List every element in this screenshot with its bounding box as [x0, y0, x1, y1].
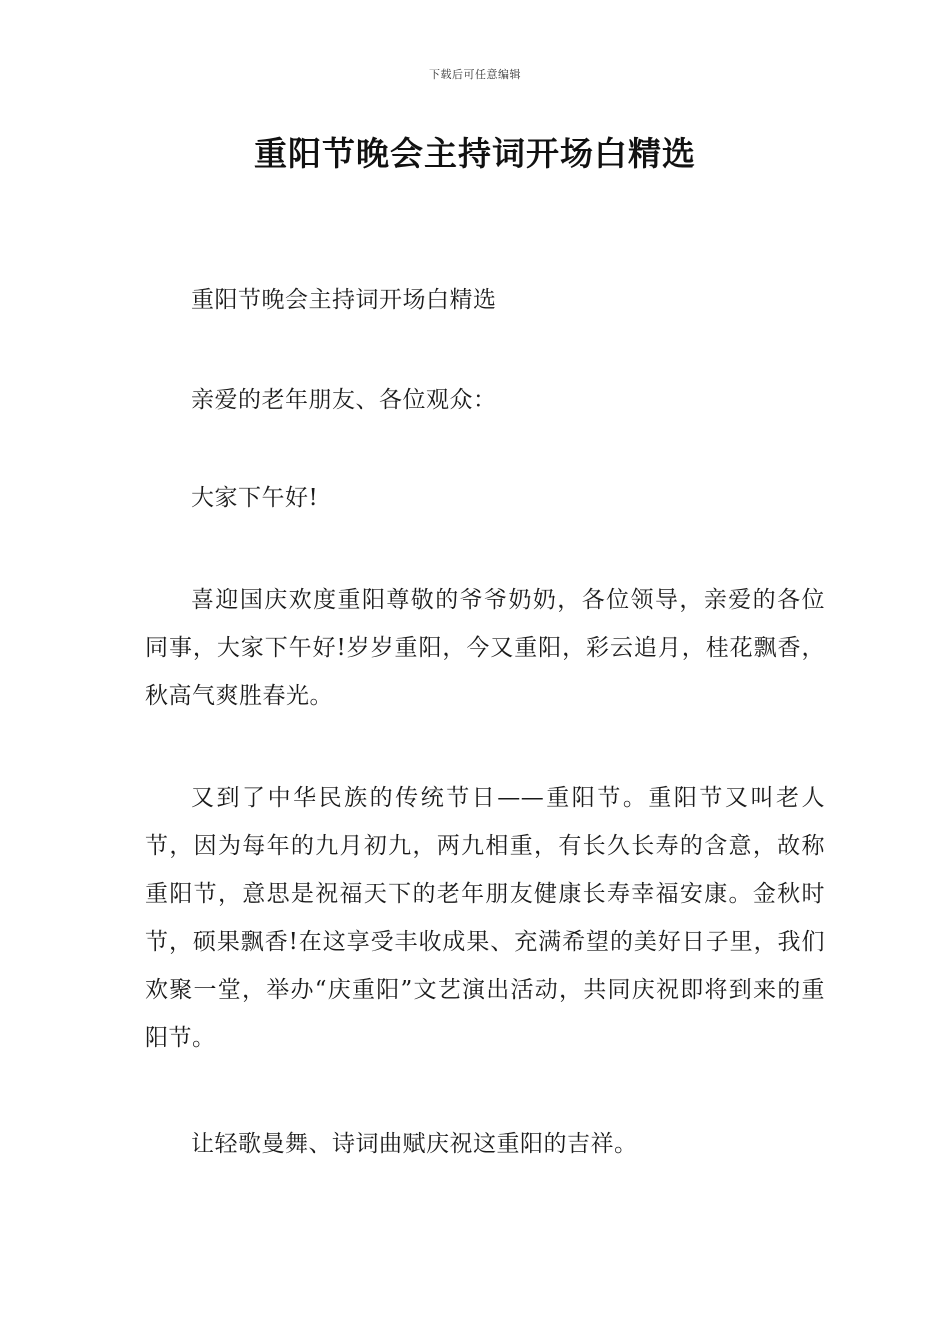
paragraph-salutation: 亲爱的老年朋友、各位观众： — [191, 387, 497, 413]
paragraph-welcome: 喜迎国庆欢度重阳尊敬的爷爷奶奶，各位领导，亲爱的各位同事，大家下午好!岁岁重阳，今又重阳，彩云追月，桂花飘香，秋高气爽胜春光。 — [145, 587, 825, 709]
paragraph-greeting: 大家下午好! — [191, 485, 319, 511]
paragraph-celebration: 让轻歌曼舞、诗词曲赋庆祝这重阳的吉祥。 — [191, 1131, 638, 1157]
paragraph-festival-intro: 又到了中华民族的传统节日——重阳节。重阳节又叫老人节，因为每年的九月初九，两九相重，有长久长寿的含意，故称重阳节，意思是祝福天下的老年朋友健康长寿幸福安康。金秋时节，硕果飘香!在这享受丰收成果、充满希望的美好日子里，我们欢聚一堂，举办“庆重阳”文艺演出活动，共同庆祝即将到来的重阳节。 — [145, 785, 825, 1051]
header-note: 下载后可任意编辑 — [429, 68, 521, 81]
paragraph-subtitle: 重阳节晚会主持词开场白精选 — [191, 287, 497, 313]
document-title: 重阳节晚会主持词开场白精选 — [254, 134, 696, 173]
